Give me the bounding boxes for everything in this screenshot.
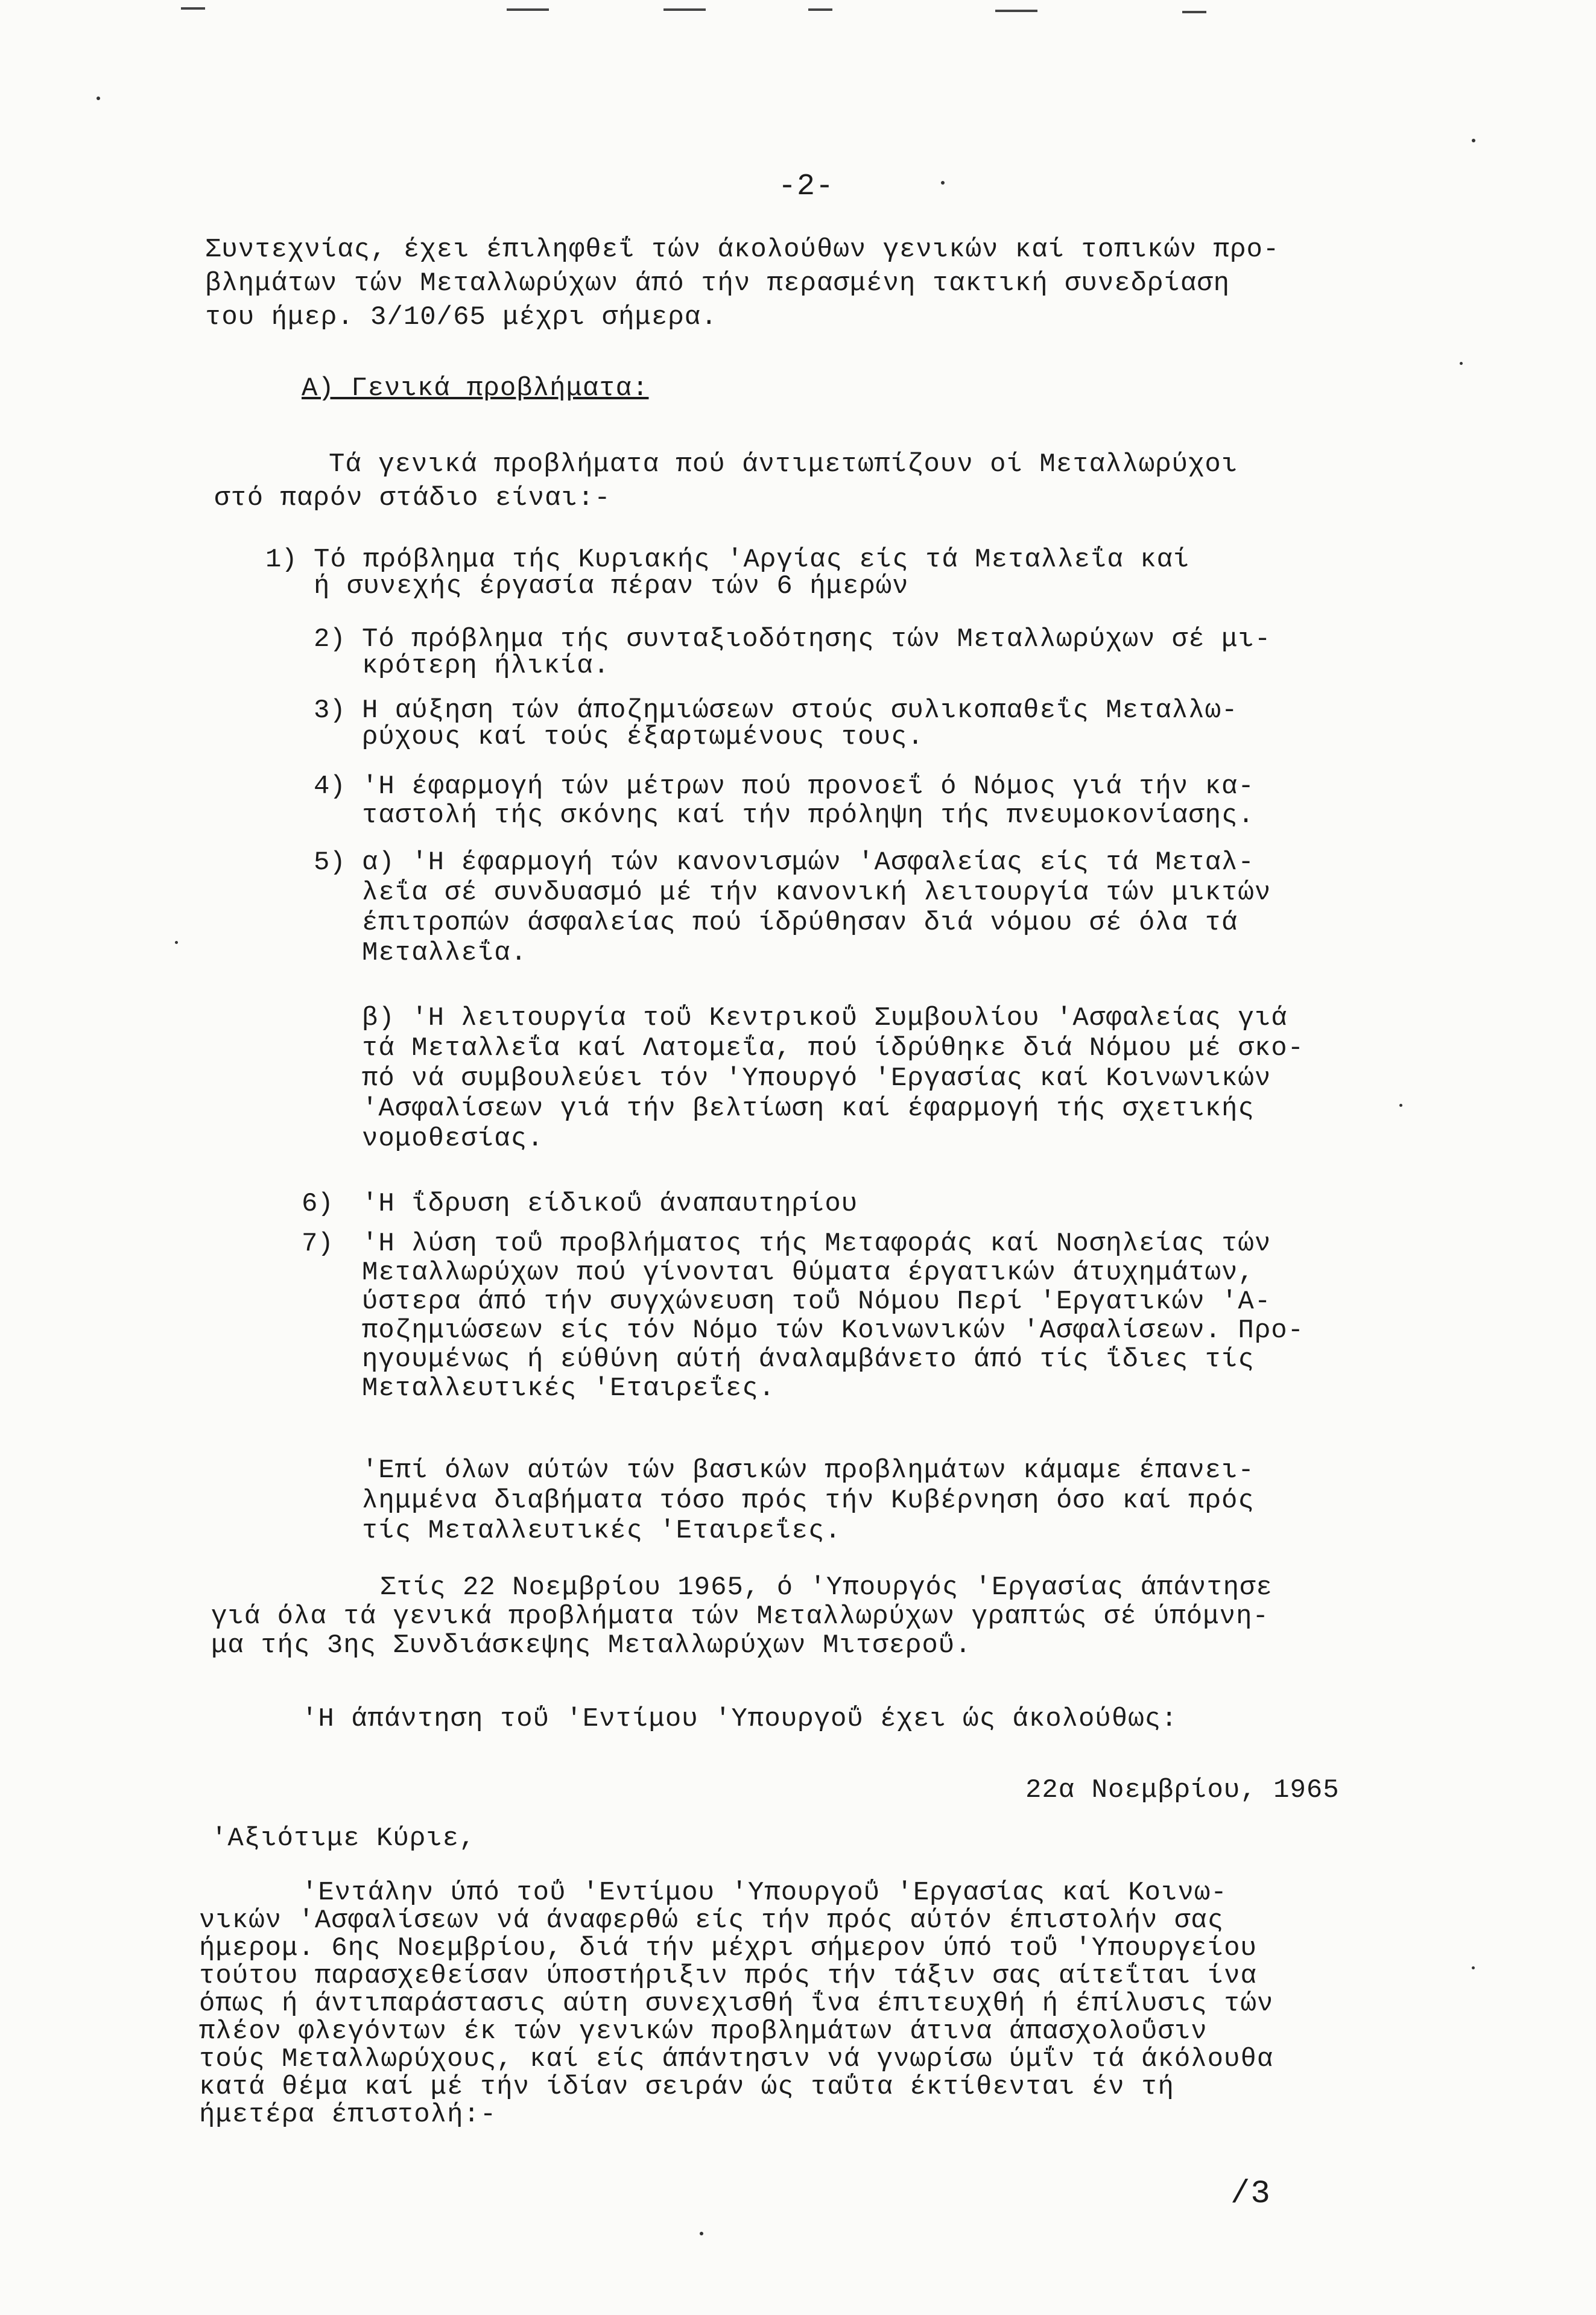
scan-mark (663, 8, 706, 11)
text-line: βλημάτων τών Μεταλλωρύχων άπό τήν περασμένη τακτική συνεδρίαση (205, 268, 1230, 299)
scan-speck (700, 2232, 703, 2235)
text-line: ρύχους καί τούς έξαρτωμένους τους. (362, 722, 924, 752)
text-line: κατά θέμα καί μέ τήν ίδίαν σειράν ώς ταΰτα έκτίθενται έν τή (199, 2072, 1174, 2102)
scan-speck (1472, 139, 1475, 142)
list-item (314, 770, 1255, 832)
scan-speck (941, 181, 945, 185)
text-line: Μεταλλευτικές 'Εταιρεΐες. (362, 1373, 776, 1404)
text-line: στό παρόν στάδιο είναι:- (214, 483, 611, 513)
text-line: ταστολή τής σκόνης καί τήν πρόληψη τής πνευμοκονίασης. (362, 800, 1255, 831)
text-line: του ήμερ. 3/10/65 μέχρι σήμερα. (205, 302, 718, 332)
text-line: τά Μεταλλεΐα καί Λατομεΐα, πού ίδρύθηκε διά Νόμου μέ σκο- (362, 1033, 1305, 1063)
scan-mark (507, 8, 549, 11)
intro-paragraph (205, 233, 1279, 334)
text-line: τούτου παρασχεθείσαν ύποστήριξιν πρός τήν τάξιν σας αίτεΐται ίνα (199, 1961, 1257, 1991)
list-item (314, 622, 1271, 683)
paragraph: 'Η άπάντηση τοΰ 'Εντίμου 'Υπουργοΰ έχει ώς άκολούθως: (302, 1704, 1178, 1734)
text-line: κρότερη ήλικία. (362, 651, 610, 681)
scan-speck (175, 941, 178, 944)
text-line: λεΐα σέ συνδυασμό μέ τήν κανονική λειτουργία τών μικτών (362, 878, 1271, 908)
text-line: λημμένα διαβήματα τόσο πρός τήν Κυβέρνηση όσο καί πρός (362, 1486, 1255, 1516)
letter-body (199, 1876, 1273, 2132)
text-line: ήμετέρα έπιστολή:- (199, 2100, 497, 2130)
text-line: Μεταλλεΐα. (362, 938, 528, 968)
text-line: έπιτροπών άσφαλείας πού ίδρύθησαν διά νόμου σέ όλα τά (362, 908, 1238, 938)
item-number: 6) (302, 1189, 334, 1219)
text-line: νικών 'Ασφαλίσεων νά άναφερθώ είς τήν πρός αύτόν έπιστολήν σας (199, 1905, 1224, 1936)
text-line: 'Η έφαρμογή τών μέτρων πού προνοεΐ ό Νόμος γιά τήν κα- (362, 771, 1255, 802)
list-item (302, 1187, 858, 1221)
scan-mark (181, 7, 205, 10)
item-number: 5) (314, 847, 346, 878)
item-number: 1) (265, 545, 297, 575)
scan-speck (97, 97, 100, 100)
scan-speck (1399, 1104, 1402, 1107)
text-line: νομοθεσίας. (362, 1124, 544, 1154)
item-number: 2) (314, 624, 346, 654)
text-line: Η αύξηση τών άποζημιώσεων στούς συλικοπαθεΐς Μεταλλω- (362, 695, 1238, 726)
text-line: ποζημιώσεων είς τόν Νόμο τών Κοινωνικών 'Ασφαλίσεων. Προ- (362, 1316, 1305, 1346)
list-item (314, 846, 1271, 970)
scan-mark (1182, 11, 1206, 13)
text-line: Μεταλλωρύχων πού γίνονται θύματα έργατικών άτυχημάτων, (362, 1258, 1255, 1288)
list-item (362, 1001, 1304, 1156)
text-line: πό νά συμβουλεύει τόν 'Υπουργό 'Εργασίας καί Κοινωνικών (362, 1063, 1271, 1094)
item-number: 3) (314, 695, 346, 726)
scan-mark (808, 8, 832, 11)
next-page-marker: /3 (1230, 2176, 1271, 2212)
section-intro (214, 448, 1238, 515)
scan-speck (1472, 1966, 1475, 1969)
item-number: 4) (314, 771, 346, 802)
text-line: ήμερομ. 6ης Νοεμβρίου, διά τήν μέχρι σήμερον ύπό τοΰ 'Υπουργείου (199, 1933, 1257, 1963)
text-line: 'Η ΐδρυση είδικοΰ άναπαυτηρίου (362, 1189, 858, 1219)
list-item (302, 1227, 1305, 1405)
text-line: 'Ασφαλίσεων γιά τήν βελτίωση καί έφαρμογή τής σχετικής (362, 1094, 1255, 1124)
item-number: 7) (302, 1229, 334, 1259)
text-line: Τό πρόβλημα τής συνταξιοδότησης τών Μεταλλωρύχων σέ μι- (362, 624, 1271, 654)
paragraph (362, 1454, 1255, 1548)
salutation: 'Αξιότιμε Κύριε, (211, 1823, 476, 1854)
text-line: 'Εντάλην ύπό τοΰ 'Εντίμου 'Υπουργοΰ 'Εργασίας καί Κοινω- (302, 1878, 1227, 1908)
text-line: τίς Μεταλλευτικές 'Εταιρεΐες. (362, 1516, 841, 1546)
scan-speck (1460, 362, 1463, 365)
text-line: ή συνεχής έργασία πέραν τών 6 ήμερών (314, 571, 909, 601)
text-line: μα τής 3ης Συνδιάσκεψης Μεταλλωρύχων Μιτσεροΰ. (211, 1630, 972, 1661)
text-line: ηγουμένως ή εύθύνη αύτή άναλαμβάνετο άπό τίς ΐδιες τίς (362, 1344, 1255, 1375)
text-line: Τά γενικά προβλήματα πού άντιμετωπίζουν οί Μεταλλωρύχοι (329, 449, 1238, 480)
list-item (314, 694, 1238, 754)
letter-date: 22α Νοεμβρίου, 1965 (1025, 1775, 1340, 1805)
section-heading: Α) Γενικά προβλήματα: (302, 373, 649, 404)
scan-mark (995, 10, 1037, 12)
text-line: β) 'Η λειτουργία τοΰ Κεντρικοΰ Συμβουλίου 'Ασφαλείας γιά (362, 1003, 1288, 1033)
paragraph (211, 1571, 1273, 1662)
list-item (265, 543, 1190, 603)
text-line: ύστερα άπό τήν συγχώνευση τοΰ Νόμου Περί 'Εργατικών 'Α- (362, 1287, 1271, 1317)
text-line: γιά όλα τά γενικά προβλήματα τών Μεταλλωρύχων γραπτώς σέ ύπόμνη- (211, 1601, 1269, 1632)
text-line: Τό πρόβλημα τής Κυριακής 'Αργίας είς τά Μεταλλεΐα καί (314, 545, 1190, 575)
text-line: Συντεχνίας, έχει έπιληφθεΐ τών άκολούθων γενικών καί τοπικών προ- (205, 235, 1280, 265)
text-line: 'Η λύση τοΰ προβλήματος τής Μεταφοράς καί Νοσηλείας τών (362, 1229, 1271, 1259)
text-line: πλέον φλεγόντων έκ τών γενικών προβλημάτων άτινα άπασχολοΰσιν (199, 2016, 1208, 2047)
page-number: -2- (778, 169, 835, 204)
text-line: Στίς 22 Νοεμβρίου 1965, ό 'Υπουργός 'Εργασίας άπάντησε (380, 1572, 1273, 1603)
text-line: 'Επί όλων αύτών τών βασικών προβλημάτων κάμαμε έπανει- (362, 1455, 1255, 1486)
text-line: όπως ή άντιπαράστασις αύτη συνεχισθή ΐνα έπιτευχθή ή έπίλυσις τών (199, 1989, 1274, 2019)
text-line: τούς Μεταλλωρύχους, καί είς άπάντησιν νά γνωρίσω ύμΐν τά άκόλουθα (199, 2044, 1274, 2074)
text-line: α) 'Η έφαρμογή τών κανονισμών 'Ασφαλείας είς τά Μεταλ- (362, 847, 1255, 878)
